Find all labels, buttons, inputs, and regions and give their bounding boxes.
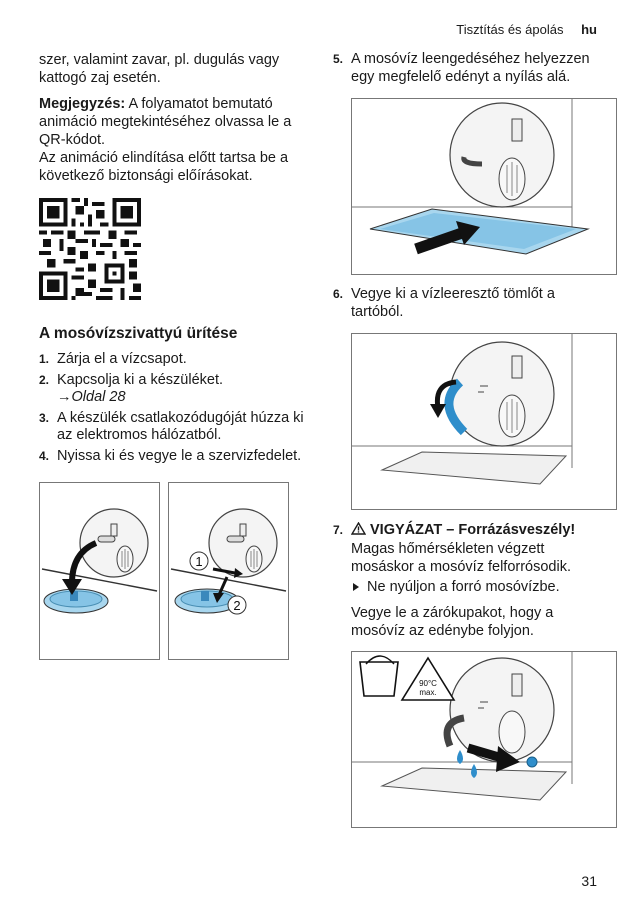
step-text: Nyissa ki és vegye le a szervizfedelet.	[57, 447, 302, 464]
temperature-max-label: max.	[419, 687, 437, 697]
step-text: Zárja el a vízcsapot.	[57, 351, 187, 367]
step-text: A mosóvíz leengedéséhez helyezzen egy megfelelő edényt a nyílás alá.	[351, 51, 590, 85]
step-text: Kapcsolja ki a készüléket.	[57, 371, 224, 388]
steps-list-1-4	[39, 351, 307, 465]
illustration-place-container	[352, 99, 616, 274]
bullet-arrow-icon	[353, 583, 359, 591]
step-number: 4.	[39, 448, 50, 463]
page-number: 31	[581, 873, 597, 889]
illustration-open-cover	[40, 483, 159, 659]
steps-list-5	[333, 51, 603, 86]
figure-open-cover	[39, 482, 160, 660]
callout-1: 1	[195, 554, 203, 569]
illustration-remove-cover	[169, 483, 288, 659]
note-text-2: Az animáció elindítása előtt tartsa be a következő biztonsági előírásokat.	[39, 150, 289, 184]
note-text: A folyamatot bemutató animáció megtekintéséhez olvassa le a QR-kódot.	[39, 96, 292, 148]
step-7	[333, 522, 603, 640]
step-text: Vegye ki a vízleeresztő tömlőt a tartóból.	[351, 286, 555, 320]
step-number: 5.	[333, 52, 344, 66]
step-number: 6.	[333, 287, 344, 301]
step-7-instruction: Vegye le a zárókupakot, hogy a mosóvíz az edénybe folyjon.	[351, 604, 554, 639]
left-column	[39, 51, 307, 660]
warning-bullet	[351, 578, 603, 596]
note-paragraph	[39, 95, 307, 149]
step-number: 7.	[333, 523, 344, 537]
step-6	[333, 286, 603, 321]
callout-2: 2	[233, 598, 241, 613]
figure-row-service-cover	[39, 482, 307, 660]
intro-text: szer, valamint zavar, pl. dugulás vagy kattogó zaj esetén.	[39, 52, 280, 86]
step-5	[333, 51, 603, 86]
step-number: 1.	[39, 352, 50, 366]
step-number: 2.	[39, 372, 50, 387]
header-language: hu	[581, 22, 597, 37]
steps-list-6	[333, 286, 603, 321]
illustration-remove-hose	[352, 334, 616, 509]
header-section-title: Tisztítás és ápolás	[456, 22, 564, 37]
figure-remove-hose	[351, 333, 617, 510]
warning-title: VIGYÁZAT – Forrázásveszély!	[370, 522, 576, 538]
step-3	[39, 410, 307, 445]
right-column	[333, 51, 603, 828]
step-4	[39, 448, 307, 466]
note-label: Megjegyzés:	[39, 96, 126, 112]
temperature-label: 90°C	[419, 678, 437, 688]
step-number: 3.	[39, 410, 50, 425]
figure-drain-water	[351, 651, 617, 828]
warning-text: Magas hőmérsékleten végzett mosáskor a mosóvíz felforrósodik.	[351, 540, 571, 575]
warning-triangle-icon	[351, 522, 366, 535]
page-header	[456, 22, 597, 37]
figure-remove-cover	[168, 482, 289, 660]
bullet-text: Ne nyúljon a forró mosóvízbe.	[367, 578, 560, 595]
steps-list-7	[333, 522, 603, 640]
section-heading: A mosóvízszivattyú ürítése	[39, 325, 238, 342]
figure-place-container	[351, 98, 617, 275]
qr-code[interactable]	[39, 198, 141, 300]
step-text: A készülék csatlakozódugóját húzza ki az elektromos hálózatból.	[57, 409, 304, 443]
page-reference-link[interactable]: →Oldal 28	[57, 389, 126, 405]
step-2	[39, 372, 307, 407]
illustration-drain-water	[352, 652, 616, 827]
step-1	[39, 351, 307, 369]
